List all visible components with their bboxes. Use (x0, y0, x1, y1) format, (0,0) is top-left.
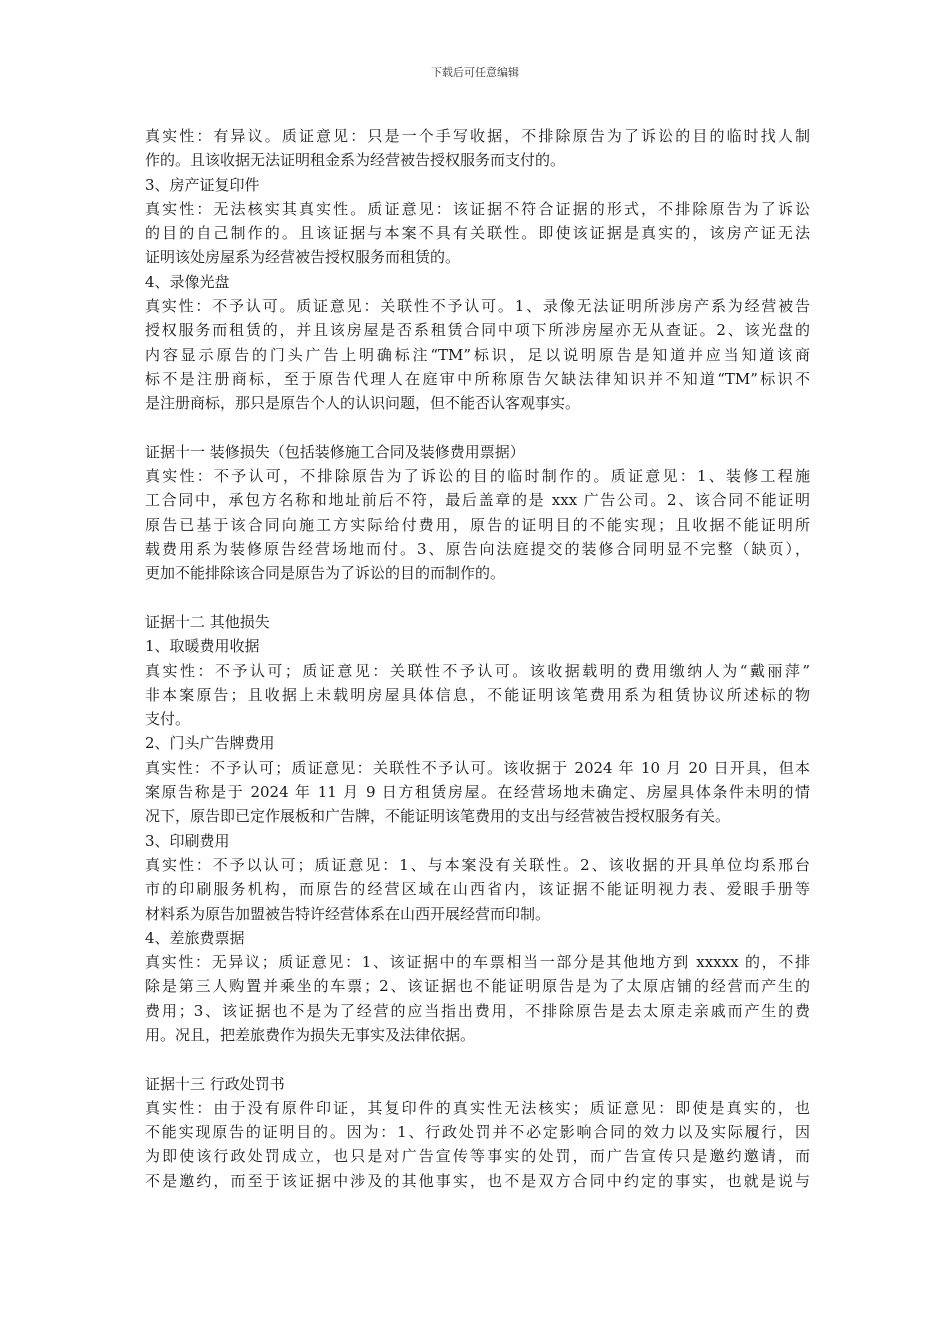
text-line: 授权服务而租赁的，并且该房屋是否系租赁合同中项下所涉房屋亦无从查证。2、该光盘的 (145, 321, 810, 340)
text-line: 除是第三人购置并乘坐的车票；2、该证据也不能证明原告是为了太原店铺的经营而产生的 (145, 977, 810, 996)
text-line: 真实性：无法核实其真实性。质证意见：该证据不符合证据的形式，不排除原告为了诉讼 (145, 199, 810, 218)
text-line: 非本案原告；且收据上未载明房屋具体信息，不能证明该笔费用系为租赁协议所述标的物 (145, 685, 810, 704)
text-line: 更加不能排除该合同是原告为了诉讼的目的而制作的。 (145, 564, 506, 583)
text-line: 2、门头广告牌费用 (145, 734, 275, 753)
text-line: 真实性：有异议。质证意见：只是一个手写收据，不排除原告为了诉讼的目的临时找人制 (145, 127, 810, 145)
text-line: 的目的自己制作的。且该证据与本案不具有关联性。即使该证据是真实的，该房产证无法 (145, 224, 810, 243)
blank-line (145, 416, 810, 440)
text-line: 为即使该行政处罚成立，也只是对广告宣传等事实的处罚，而广告宣传只是邀约邀请，而 (145, 1147, 810, 1166)
text-line: 证据十三 行政处罚书 (145, 1074, 285, 1093)
text-line: 作的。且该收据无法证明租金系为经营被告授权服务而支付的。 (145, 151, 566, 170)
text-line: 案原告称是于 2024 年 11 月 9 日方租赁房屋。在经营场地未确定、房屋具体条件未明的情 (145, 783, 810, 802)
text-line: 市的印刷服务机构，而原告的经营区域在山西省内，该证据不能证明视力表、爱眼手册等 (145, 880, 810, 899)
text-line: 不能实现原告的证明目的。因为：1、行政处罚并不必定影响合同的效力以及实际履行，因 (145, 1123, 810, 1142)
text-line: 真实性：由于没有原件印证，其复印件的真实性无法核实；质证意见：即使是真实的，也 (145, 1098, 810, 1117)
text-line: 证据十二 其他损失 (145, 612, 270, 631)
text-line: 证明该处房屋系为经营被告授权服务而租赁的。 (145, 248, 461, 267)
text-line: 3、印刷费用 (145, 831, 230, 850)
page-header: 下载后可任意编辑 (431, 66, 519, 79)
text-line: 4、录像光盘 (145, 272, 230, 291)
text-line: 支付。 (145, 710, 191, 729)
text-line: 真实性：不予认可；质证意见：关联性不予认可。该收据载明的费用缴纳人为“戴丽萍” (145, 661, 810, 680)
blank-line (145, 586, 810, 610)
text-line: 证据十一 装修损失（包括装修施工合同及装修费用票据） (145, 442, 525, 461)
text-line: 用。况且，把差旅费作为损失无事实及法律依据。 (145, 1025, 476, 1044)
text-line: 原告已基于该合同向施工方实际给付费用，原告的证明目的不能实现；且收据不能证明所 (145, 515, 810, 534)
text-line: 真实性：不予认可；质证意见：关联性不予认可。该收据于 2024 年 10 月 20 日开具，但本 (145, 758, 810, 777)
text-line: 是注册商标，那只是原告个人的认识问题，但不能否认客观事实。 (145, 394, 581, 413)
text-line: 不是邀约，而至于该证据中涉及的其他事实，也不是双方合同中约定的事实，也就是说与 (145, 1171, 810, 1190)
text-line: 标不是注册商标，至于原告代理人在庭审中所称原告欠缺法律知识并不知道“TM”标识不 (145, 369, 810, 388)
text-line: 真实性：不予认可。质证意见：关联性不予认可。1、录像无法证明所涉房产系为经营被告 (145, 297, 810, 316)
blank-line (145, 1047, 810, 1071)
text-line: 真实性：不予认可，不排除原告为了诉讼的目的临时制作的。质证意见：1、装修工程施 (145, 467, 810, 486)
text-line: 材料系为原告加盟被告特许经营体系在山西开展经营而印制。 (145, 904, 551, 923)
text-line: 1、取暖费用收据 (145, 637, 260, 656)
text-line: 工合同中，承包方名称和地址前后不符，最后盖章的是 xxx 广告公司。2、该合同不能证明 (145, 491, 810, 510)
text-line: 费用；3、该证据也不是为了经营的应当指出费用，不排除原告是去太原走亲戚而产生的费 (145, 1001, 810, 1020)
text-line: 4、差旅费票据 (145, 928, 245, 947)
text-line: 真实性：无异议；质证意见：1、该证据中的车票相当一部分是其他地方到 xxxxx 的，不排 (145, 953, 810, 972)
text-line: 载费用系为装修原告经营场地而付。3、原告向法庭提交的装修合同明显不完整（缺页）， (145, 540, 810, 559)
document-body (145, 124, 810, 1193)
text-line: 内容显示原告的门头广告上明确标注“TM”标识，足以说明原告是知道并应当知道该商 (145, 345, 810, 364)
text-line: 3、房产证复印件 (145, 175, 260, 194)
text-line: 况下，原告即已定作展板和广告牌，不能证明该笔费用的支出与经营被告授权服务有关。 (145, 807, 731, 826)
text-line: 真实性：不予以认可；质证意见：1、与本案没有关联性。2、该收据的开具单位均系邢台 (145, 855, 810, 874)
